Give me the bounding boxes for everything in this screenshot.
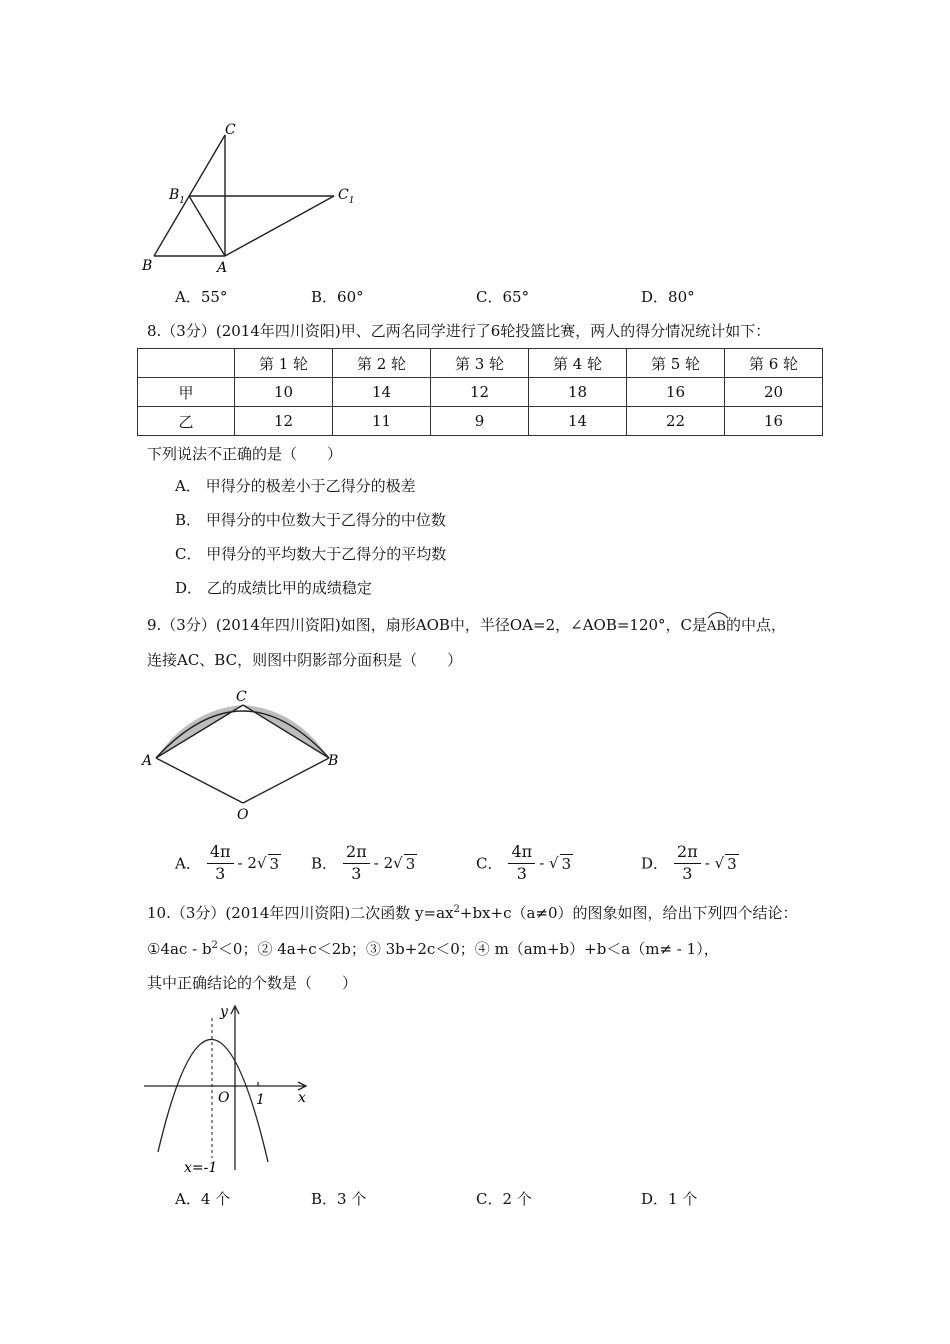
table-row — [138, 407, 823, 436]
label-b1: $B_1$ — [169, 187, 186, 206]
q8-option-d[interactable]: D． 乙的成绩比甲的成绩稳定 — [175, 579, 372, 597]
row-name-cell: 乙 — [138, 407, 235, 436]
label-x: x — [298, 1090, 306, 1106]
label-axis-equation: x=-1 — [184, 1160, 218, 1176]
table-cell: 14 — [529, 407, 627, 436]
table-header-row — [138, 349, 823, 378]
table-cell: 16 — [627, 378, 725, 407]
table-cell: 12 — [431, 378, 529, 407]
q10-figure — [140, 1000, 320, 1176]
parabola — [158, 1039, 268, 1162]
q10-option-a[interactable]: A．4 个 — [175, 1190, 231, 1208]
table-header-cell: 第 5 轮 — [627, 349, 725, 378]
q10-option-b[interactable]: B．3 个 — [311, 1190, 367, 1208]
table-cell: 12 — [235, 407, 333, 436]
q9-stem-line2: 连接AC、BC，则图中阴影部分面积是（ ） — [147, 651, 463, 669]
segment-b1-a — [189, 196, 225, 256]
q10-option-d[interactable]: D．1 个 — [641, 1190, 698, 1208]
q7-option-c[interactable]: C．65° — [476, 288, 530, 306]
label-b: B — [328, 753, 339, 769]
table-cell: 18 — [529, 378, 627, 407]
q9-figure — [140, 686, 350, 826]
segment-a-c1 — [225, 196, 334, 256]
table-header-cell — [138, 349, 235, 378]
q10-conditions: ①4ac - $b^2<0$；② 4a+c＜2b；③ 3b+2c＜0；④ m（am+b）+b＜a（m≠ - 1）， — [147, 940, 719, 958]
q8-stem: 8.（3分）(2014年四川资阳)甲、乙两名同学进行了6轮投篮比赛，两人的得分情况统计如下： — [147, 322, 771, 340]
label-one: 1 — [256, 1092, 265, 1108]
label-origin: O — [218, 1090, 230, 1106]
q8-option-c[interactable]: C． 甲得分的平均数大于乙得分的平均数 — [175, 545, 447, 563]
label-a: A — [142, 753, 153, 769]
q7-option-a[interactable]: A．55° — [175, 288, 228, 306]
q8-option-b[interactable]: B． 甲得分的中位数大于乙得分的中位数 — [175, 511, 446, 529]
label-a: A — [217, 260, 228, 276]
label-y: y — [220, 1004, 228, 1020]
q7-option-d[interactable]: D．80° — [641, 288, 695, 306]
table-cell: 16 — [725, 407, 823, 436]
q10-stem: 10.（3分）(2014年四川资阳)二次函数 $y=ax^2+bx+c(a\ne 0)$的图象如图，给出下列四个结论： — [147, 904, 798, 922]
q9-option-d[interactable]: D． $\frac{2\pi}{3}$ - √ 3 — [641, 842, 737, 883]
table-header-cell: 第 2 轮 — [333, 349, 431, 378]
table-cell: 20 — [725, 378, 823, 407]
q9-option-a[interactable]: A． $\frac{4\pi}{3}$ - 2√ 3 — [175, 842, 280, 883]
q8-score-table — [137, 348, 823, 436]
table-header-cell: 第 3 轮 — [431, 349, 529, 378]
arc-ab-notation: AB — [707, 612, 726, 634]
label-c1: $C_1$ — [338, 187, 355, 206]
table-cell: 22 — [627, 407, 725, 436]
label-o: O — [237, 807, 249, 823]
row-name-cell: 甲 — [138, 378, 235, 407]
q8-option-a[interactable]: A． 甲得分的极差小于乙得分的极差 — [175, 477, 416, 495]
q10-prompt: 其中正确结论的个数是（ ） — [147, 974, 358, 992]
table-header-cell: 第 6 轮 — [725, 349, 823, 378]
label-c: C — [236, 689, 247, 705]
label-b: B — [142, 258, 153, 274]
q10-option-c[interactable]: C．2 个 — [476, 1190, 532, 1208]
q9-option-c[interactable]: C． $\frac{4\pi}{3}$ - √ 3 — [476, 842, 572, 883]
table-cell: 14 — [333, 378, 431, 407]
table-row — [138, 378, 823, 407]
q9-stem: 9.（3分）(2014年四川资阳)如图，扇形AOB中，半径OA=2，∠AOB=120°，C是 AB的中点， — [147, 612, 786, 635]
q7-figure — [140, 118, 370, 278]
q7-option-b[interactable]: B．60° — [311, 288, 364, 306]
table-cell: 10 — [235, 378, 333, 407]
label-c: C — [225, 122, 236, 138]
table-header-cell: 第 4 轮 — [529, 349, 627, 378]
arc-acb — [156, 711, 329, 758]
q8-prompt: 下列说法不正确的是（ ） — [147, 445, 343, 463]
q9-option-b[interactable]: B． $\frac{2\pi}{3}$ - 2√ 3 — [311, 842, 416, 883]
table-cell: 9 — [431, 407, 529, 436]
table-header-cell: 第 1 轮 — [235, 349, 333, 378]
table-cell: 11 — [333, 407, 431, 436]
